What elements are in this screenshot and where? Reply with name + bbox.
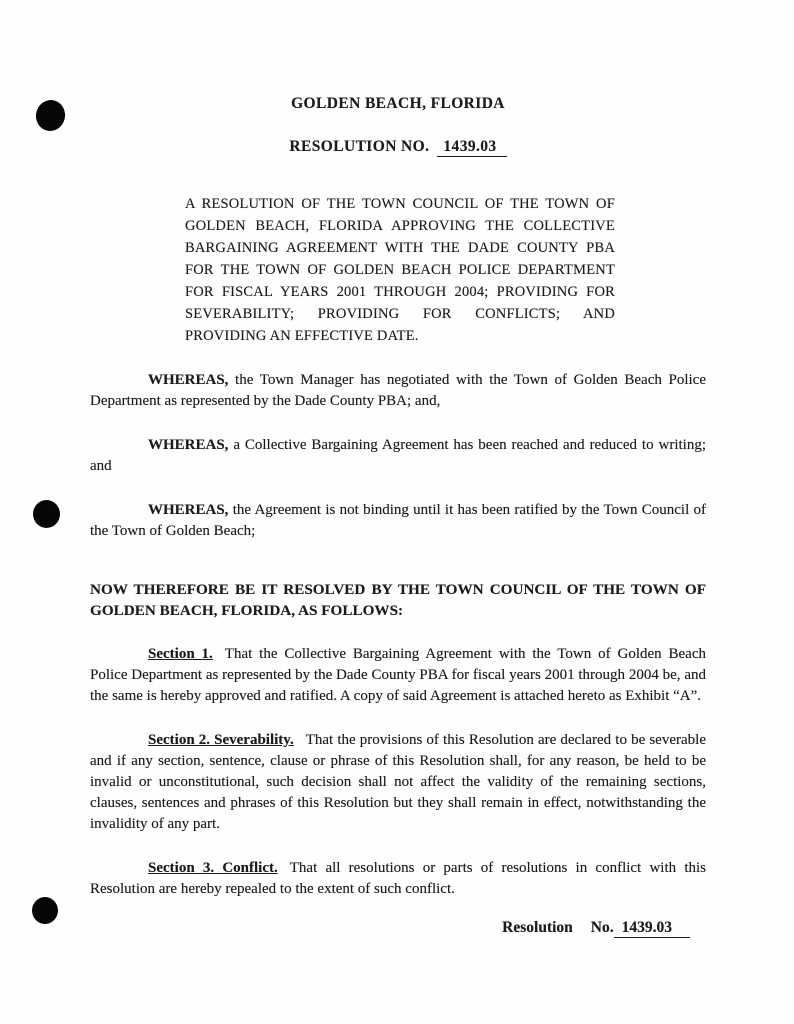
- whereas-paragraph-3: [90, 500, 706, 542]
- section-3-heading: Section 3. Conflict.: [148, 860, 278, 876]
- whereas-text: a Collective Bargaining Agreement has been reached and reduced to writing; and: [90, 437, 706, 474]
- document-content: [90, 0, 706, 938]
- resolution-label: RESOLUTION NO.: [289, 138, 430, 155]
- punch-hole-middle: [33, 500, 60, 528]
- section-2-text: That the provisions of this Resolution are declared to be severable and if any section, sentence, clause or phrase of this Resolution shall, for any reason, be held to be invalid or unconstitutional, such decision shall not affect the validity of the remaining sections, clauses, sentences and phrases of this Resolution but they shall remain in effect, notwithstanding the invalidity of any part.: [90, 732, 706, 832]
- resolved-clause: NOW THEREFORE BE IT RESOLVED BY THE TOWN COUNCIL OF THE TOWN OF GOLDEN BEACH, FLORIDA, AS FOLLOWS:: [90, 581, 706, 619]
- section-3-text: That all resolutions or parts of resolutions in conflict with this Resolution are hereby repealed to the extent of such conflict.: [90, 860, 706, 897]
- section-1-heading: Section 1.: [148, 646, 213, 662]
- footer-resolution-number-line: [90, 917, 706, 938]
- whereas-text: the Town Manager has negotiated with the Town of Golden Beach Police Department as represented by the Dade County PBA; and,: [90, 372, 706, 409]
- whereas-paragraph-2: [90, 435, 706, 477]
- preamble-clause: A RESOLUTION OF THE TOWN COUNCIL OF THE TOWN OF GOLDEN BEACH, FLORIDA APPROVING THE COLLECTIVE BARGAINING AGREEMENT WITH THE DADE COUNTY PBA FOR THE TOWN OF GOLDEN BEACH POLICE DEPARTMENT FOR FISCAL YEARS 2001 THROUGH 2004; PROVIDING FOR SEVERABILITY; PROVIDING FOR CONFLICTS; AND PROVIDING AN EFFECTIVE DATE.: [185, 196, 615, 344]
- section-1-text: That the Collective Bargaining Agreement with the Town of Golden Beach Police Department as represented by the Dade County PBA for fiscal years 2001 through 2004 be, and the same is hereby approved and ratified. A copy of said Agreement is attached hereto as Exhibit “A”.: [90, 646, 706, 704]
- whereas-label: WHEREAS,: [148, 437, 229, 453]
- whereas-label: WHEREAS,: [148, 502, 229, 518]
- footer-resolution-label: Resolution: [502, 919, 573, 936]
- section-2-paragraph: [90, 730, 706, 835]
- footer-resolution-number: 1439.03: [614, 919, 690, 938]
- section-1-paragraph: [90, 644, 706, 707]
- section-3-paragraph: [90, 858, 706, 900]
- footer-no-label: No.: [590, 919, 614, 936]
- city-title: GOLDEN BEACH, FLORIDA: [291, 95, 505, 112]
- resolution-number: 1439.03: [437, 138, 506, 157]
- punch-hole-top: [33, 97, 68, 133]
- whereas-paragraph-1: [90, 370, 706, 412]
- punch-hole-bottom: [32, 897, 58, 924]
- whereas-label: WHEREAS,: [148, 372, 229, 388]
- section-2-heading: Section 2. Severability.: [148, 732, 294, 748]
- whereas-text: the Agreement is not binding until it has been ratified by the Town Council of the Town of Golden Beach;: [90, 502, 706, 539]
- resolution-number-line: [90, 136, 706, 157]
